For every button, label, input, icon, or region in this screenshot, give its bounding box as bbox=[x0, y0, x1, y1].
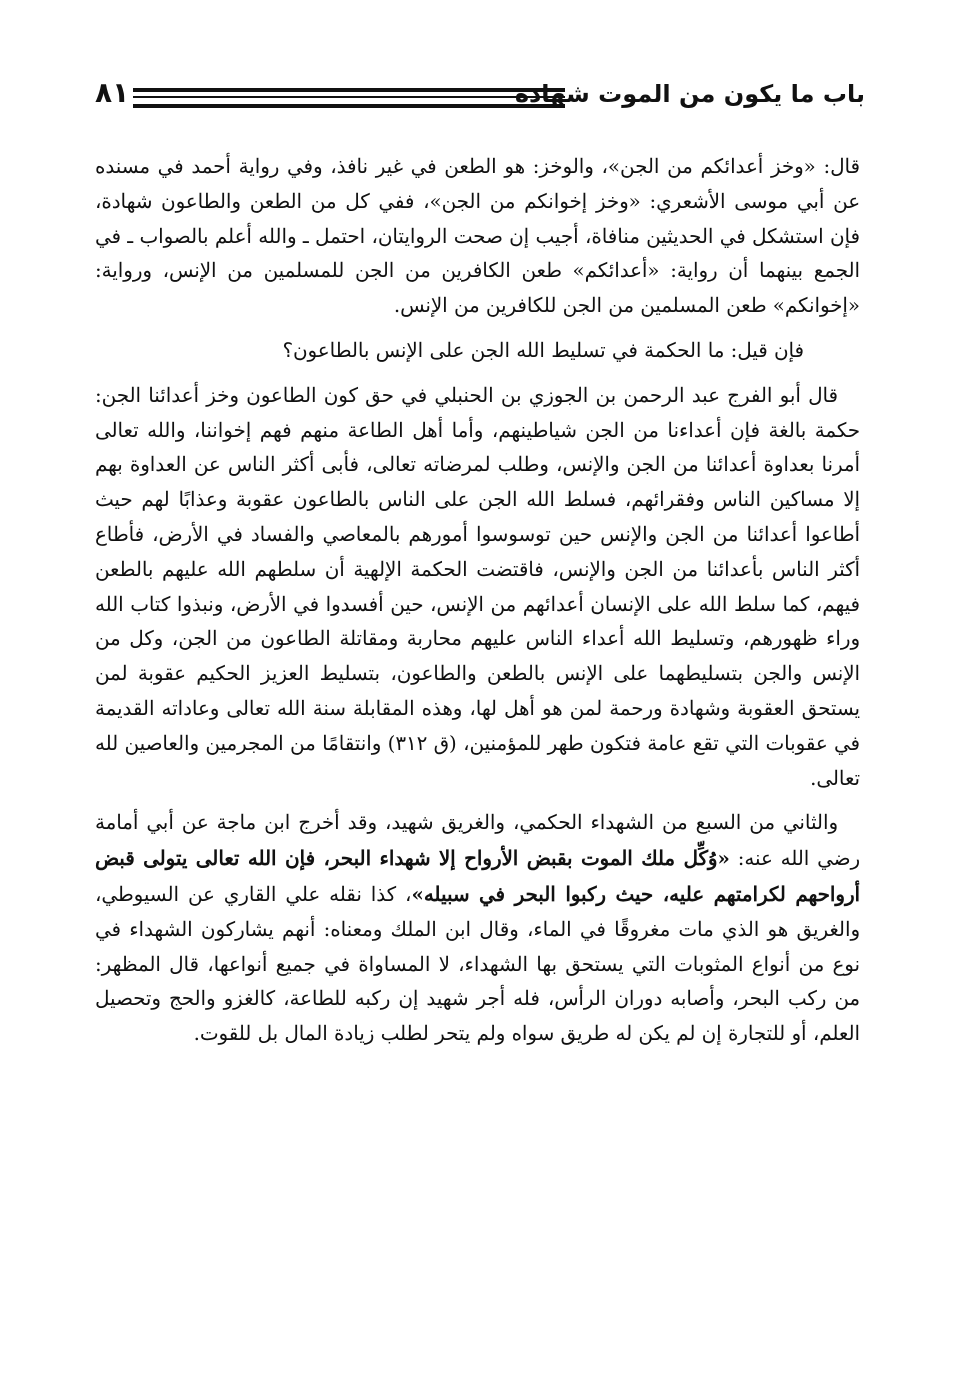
page-number: ٨١ bbox=[95, 76, 130, 109]
paragraph-drowned-intro: والثاني من السبع من الشهداء الحكمي، والغريق شهيد، وقد أخرج ابن ماجة عن أبي أمامة رضي الله عنه: bbox=[95, 811, 861, 871]
paragraph-wakhz: قال: «وخز أعدائكم من الجن»، والوخز: هو الطعن في غير نافذ، وفي رواية أحمد في مسنده عن أبي موسى الأشعري: «وخز إخوانكم من الجن»، ففي كل من الطعن والطاعون شهادة، فإن استشكل في الحديثين منافاة، أجيب إن صحت الروايتان، احتمل ـ والله أعلم بالصواب ـ في الجمع بينهما أن رواية: «أعدائكم» طعن الكافرين من الجن للمسلمين من الإنس، ورواية: «إخوانكم» طعن المسلمين من الجن للكافرين من الإنس. bbox=[95, 155, 860, 318]
hadith-quote: «وُكِّل ملك الموت بقبض الأرواح إلا شهداء البحر، فإن الله تعالى يتولى قبض أرواحهم لكرامتهم عليه، حيث ركبوا البحر في سبيله» bbox=[95, 846, 860, 906]
paragraph-ibn-jawzi: قال أبو الفرج عبد الرحمن بن الجوزي بن الحنبلي في حق كون الطاعون وخز أعدائنا الجن: حكمة بالغة فإن أعداءنا من الجن شياطينهم، وأما أهل الطاعة منهم فهم إخواننا، والله تعالى أمرنا بعداوة أعدائنا من الجن والإنس، وطلب لمرضاته تعالى، فأبى أكثر الناس عن العداوة بهم إلا مساكين الناس وفقرائهم، فسلط الله الجن على الناس بالطاعون عقوبة وعذابًا لهم حيث أطاعوا أعدائنا من الجن والإنس حين توسوسوا أمورهم بالمعاصي والفساد في الأرض، فأطاع أكثر الناس بأعدائنا من الجن والإنس، فاقتضت الحكمة الإلهية أن سلطهم الله عليهم بالطعن فيهم، كما سلط الله على الإنسان أعدائهم من الإنس، حين أفسدوا في الأرض، ونبذوا كتاب الله وراء ظهورهم، وتسليط الله أعداء الناس عليهم محاربة ومقاتلة الطاعون من الجن، وكل من الإنس والجن بتسليطهما على الإنس بالطعن والطاعون، بتسليط العزيز الحكيم عقوبة لمن يستحق العقوبة وشهادة ورحمة لمن هو أهل لها، وهذه المقابلة سنة الله تعالى وعاداته القديمة في عقوبات التي تقع عامة فتكون طهر للمؤمنين، (ق ٣١٢) وانتقامًا من المجرمين والعاصين لله تعالى. bbox=[95, 383, 860, 790]
header-rule bbox=[133, 88, 565, 108]
paragraph-drowned bbox=[95, 806, 860, 1052]
paragraph-question: فإن قيل: ما الحكمة في تسليط الله الجن على الإنس بالطاعون؟ bbox=[282, 338, 804, 362]
page-body bbox=[95, 150, 860, 1062]
header-rule-middle-line bbox=[133, 96, 565, 98]
chapter-title: باب ما يكون من الموت شهادة bbox=[514, 80, 865, 108]
paragraph-drowned-rest: ، كذا نقله علي القاري عن السيوطي، والغريق هو الذي مات مغروقًا في الماء، وقال ابن الملك ومعناه: أنهم يشاركون الشهداء في نوع من أنواع المثوبات التي يستحق بها الشهداء، لا المساواة في جميع أنواعها، قال المظهر: من ركب البحر، وأصابه دوران الرأس، فله أجر شهيد إن ركبه للطاعة، كالغزو والحج وتحصيل العلم، أو للتجارة إن لم يكن له طريق سواه ولم يتحر لطلب زيادة المال بل للقوت. bbox=[95, 882, 860, 1046]
running-header bbox=[95, 78, 865, 118]
